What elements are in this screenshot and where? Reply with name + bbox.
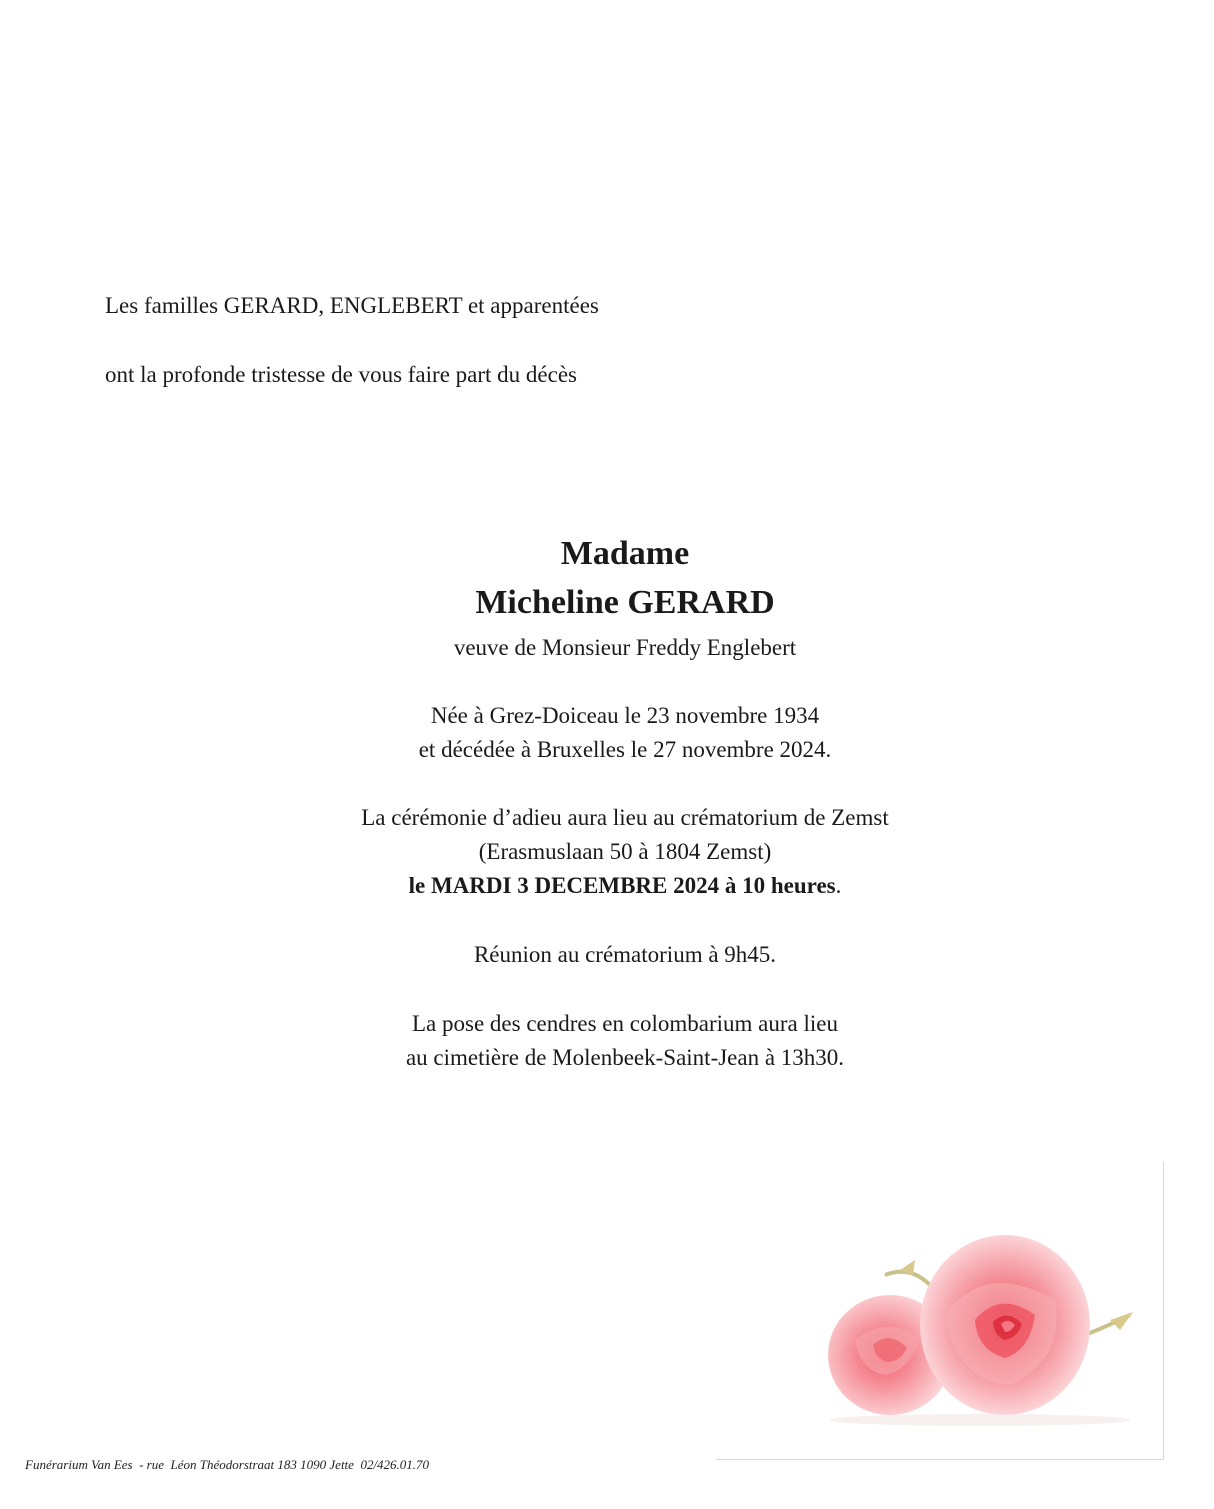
frame-bottom-border: [716, 1459, 1164, 1460]
deceased-title: Madame: [560, 535, 690, 572]
intro-line-families: Les familles GERARD, ENGLEBERT et apparentées: [105, 293, 599, 318]
widow-of-line: veuve de Monsieur Freddy Englebert: [453, 635, 797, 660]
deceased-name: Micheline GERARD: [475, 584, 775, 621]
intro-line-announcement: ont la profonde tristesse de vous faire part du décès: [105, 362, 577, 387]
ceremony-datetime: le MARDI 3 DECEMBRE 2024 à 10 heures: [408, 873, 836, 898]
frame-right-border: [1163, 1162, 1164, 1459]
footer-funeral-home: Funérarium Van Ees - rue Léon Théodorstraat 183 1090 Jette 02/426.01.70: [25, 1457, 430, 1472]
birth-death-block: [250, 699, 1000, 767]
ashes-line-2: au cimetière de Molenbeek-Saint-Jean à 13h30.: [405, 1045, 845, 1070]
roses-image: [815, 1220, 1145, 1430]
death-line: et décédée à Bruxelles le 27 novembre 2024.: [418, 737, 832, 762]
ceremony-datetime-period: .: [835, 873, 842, 898]
ceremony-line: La cérémonie d’adieu aura lieu au crématorium de Zemst: [361, 805, 889, 830]
ceremony-datetime-line: [250, 869, 1000, 903]
ceremony-block: [250, 801, 1000, 903]
ashes-line-1: La pose des cendres en colombarium aura lieu: [412, 1011, 838, 1036]
reunion-line: Réunion au crématorium à 9h45.: [473, 942, 777, 967]
ceremony-address: (Erasmuslaan 50 à 1804 Zemst): [478, 839, 772, 864]
birth-line: Née à Grez-Doiceau le 23 novembre 1934: [430, 703, 820, 728]
ashes-block: [250, 1007, 1000, 1075]
